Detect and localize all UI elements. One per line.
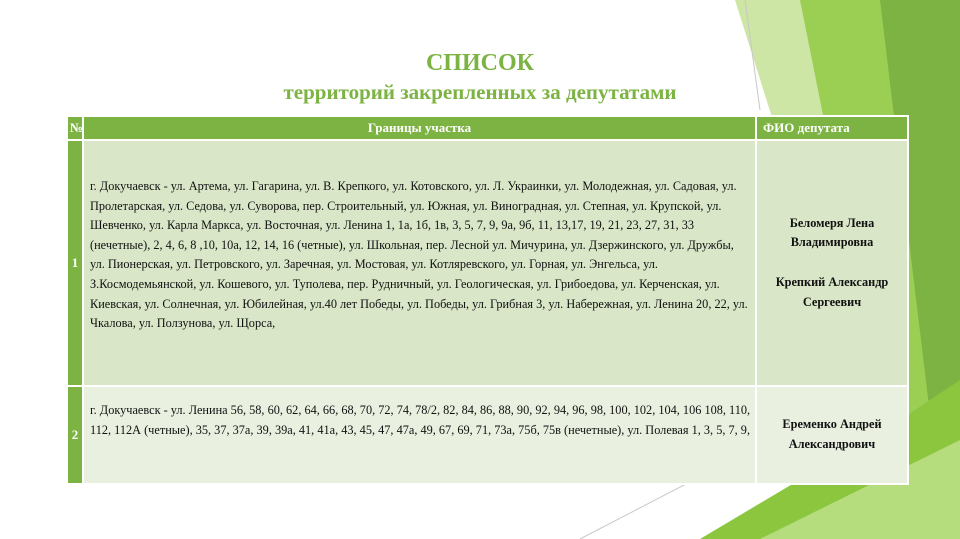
deputy-name-line: Сергеевич [802,294,862,309]
deputy-names [756,386,908,484]
table-header-row [67,116,908,140]
slide-subtitle: территорий закрепленных за депутатами [283,80,677,104]
area-boundaries: г. Докучаевск - ул. Ленина 56, 58, 60, 62, 64, 66, 68, 70, 72, 74, 78/2, 82, 84, 86, 88, 90, 92, 94, 96, 98, 100, 102, 104, 106 108, 110, 112, 112А (четные), 35, 37, 37а, 39, 39а, 41, 41а, 43, 45, 47, 47а, 49, 67, 69, 71, 73а, 75б, 75в (нечетные), ул. Полевая 1, 3, 5, 7, 9, [83,386,756,484]
deputies-territory-table [66,115,909,485]
area-boundaries: г. Докучаевск - ул. Артема, ул. Гагарина, ул. В. Крепкого, ул. Котовского, ул. Л. Украинки, ул. Молодежная, ул. Садовая, ул. Пролетарская, ул. Седова, ул. Суворова, пер. Строительный, ул. Южная, ул. Виноградная, ул. Степная, ул. Крупской, ул. Шевченко, ул. Карла Маркса, ул. Восточная, ул. Ленина 1, 1а, 1б, 1в, 3, 5, 7, 9, 9а, 9б, 11, 13,17, 19, 21, 23, 27, 31, 33 (нечетные), 2, 4, 6, 8 ,10, 10а, 12, 14, 16 (четные), ул. Школьная, пер. Лесной ул. Мичурина, ул. Дзержинского, ул. Дружбы, ул. Пионерская, ул. Петровского, ул. Заречная, ул. Мостовая, ул. Котляревского, ул. Горная, ул. Энгельса, ул. З.Космодемьянской, ул. Кошевого, ул. Туполева, пер. Рудничный, ул. Геологическая, ул. Грибоедова, ул. Керченская, ул. Киевская, ул. Солнечная, ул. Юбилейная, ул.40 лет Победы, ул. Победы, ул. Грибная 3, ул. Набережная, ул. Ленина 20, 22, ул. Чкалова, ул. Ползунова, ул. Щорса, [83,140,756,386]
deputy-name-line: Еременко Андрей [782,417,882,432]
row-number: 2 [67,386,83,484]
deputy-names [756,140,908,386]
table-row [67,386,908,484]
header-area: Границы участка [83,116,756,140]
deputy-name-line: Александрович [788,437,876,451]
header-fio: ФИО депутата [756,116,908,140]
slide-title: СПИСОК [425,50,535,76]
deputy-name-line: Владимировна [790,235,874,250]
table-row [67,140,908,386]
deputy-name-line: Крепкий Александр [775,275,889,289]
row-number: 1 [67,140,83,386]
header-num: № [67,116,83,140]
deputy-name-line: Беломеря Лена [789,215,875,230]
